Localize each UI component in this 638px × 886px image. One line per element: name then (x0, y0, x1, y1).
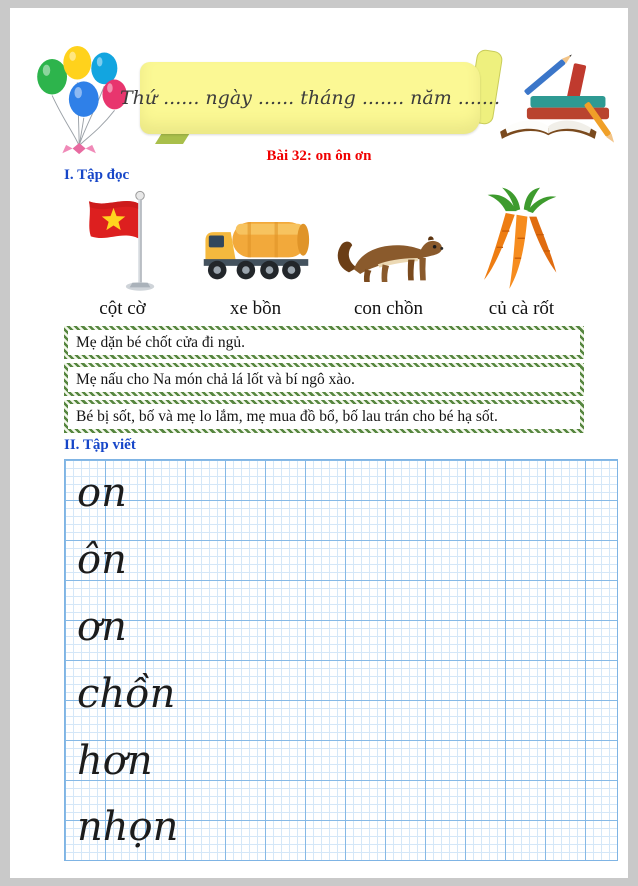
reading-sentences (64, 326, 584, 433)
practice-word: ôn (77, 537, 127, 584)
practice-word: hơn (77, 737, 153, 784)
writing-section-heading: II. Tập viết (64, 437, 136, 453)
practice-row (65, 460, 617, 527)
carrots-icon (475, 185, 569, 295)
vocab-item-weasel (322, 185, 455, 320)
sentence-box (64, 400, 584, 433)
vocab-item-flag (56, 185, 189, 320)
practice-word: chồn (77, 670, 176, 717)
practice-word: nhọn (77, 804, 179, 851)
worksheet-page (10, 8, 628, 878)
practice-row (65, 660, 617, 727)
handwriting-grid (64, 459, 618, 861)
practice-row (65, 727, 617, 794)
vocab-row (56, 185, 588, 320)
practice-row (65, 594, 617, 661)
practice-word: ơn (77, 603, 127, 650)
content (10, 8, 628, 861)
vocab-label: cột cờ (99, 298, 146, 319)
vocab-label: xe bồn (229, 298, 282, 319)
sentence-box (64, 326, 584, 359)
vocab-label: con chồn (353, 298, 424, 319)
practice-word: on (77, 470, 127, 517)
practice-row (65, 794, 617, 861)
sentence-text: Mẹ dặn bé chốt cửa đi ngủ. (76, 334, 245, 351)
reading-section-heading: I. Tập đọc (64, 167, 130, 183)
vocab-item-truck (189, 185, 322, 320)
sentence-text: Bé bị sốt, bố và mẹ lo lắm, mẹ mua đồ bổ, bố lau trán cho bé hạ sốt. (76, 408, 498, 425)
sentence-text: Mẹ nấu cho Na món chả lá lốt và bí ngô xào. (76, 371, 355, 388)
date-line-text: Thứ ...... ngày ...... tháng ....... năm ....... (119, 87, 501, 109)
sentence-box (64, 363, 584, 396)
vocab-label: củ cà rốt (488, 298, 555, 319)
vietnam-flag-icon (83, 185, 163, 295)
practice-row (65, 527, 617, 594)
vocab-item-carrots (455, 185, 588, 320)
weasel-icon (333, 185, 445, 295)
tanker-truck-icon (197, 185, 315, 295)
lesson-title: Bài 32: on ôn ơn (266, 148, 372, 164)
